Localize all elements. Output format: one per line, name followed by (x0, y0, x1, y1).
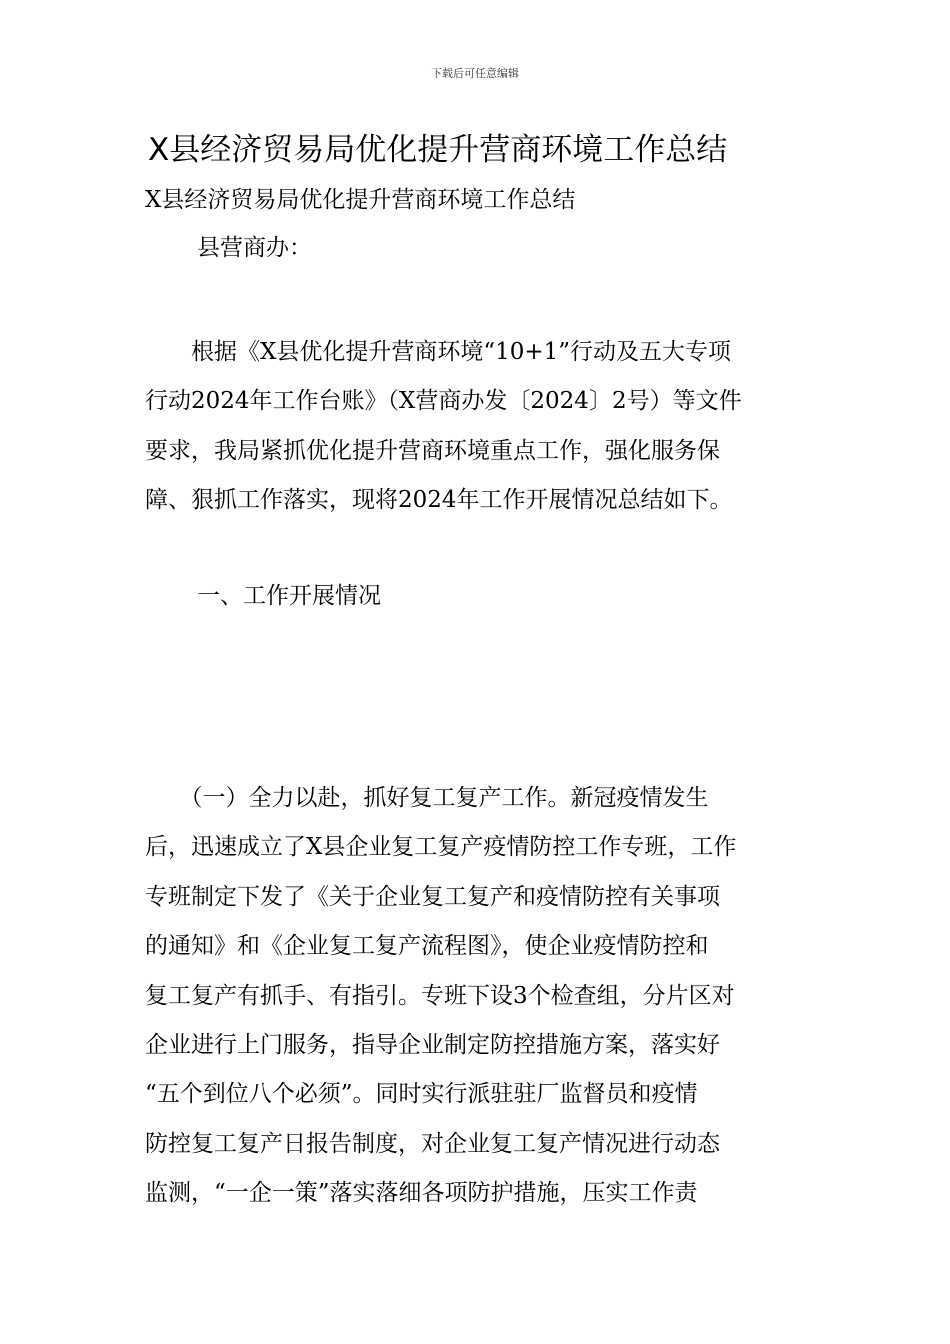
header-note: 下载后可任意编辑 (431, 67, 519, 80)
document-subtitle: X县经济贸易局优化提升营商环境工作总结 (145, 187, 576, 213)
paragraph-intro (145, 328, 805, 526)
section-heading: 一、工作开展情况 (197, 583, 381, 609)
paragraph-resumption (145, 774, 805, 1219)
salutation: 县营商办： (197, 235, 312, 261)
paragraph-line: 监测，“一企一策”落实落细各项防护措施，压实工作责 (145, 1180, 698, 1207)
paragraph-line: 的通知》和《企业复工复产流程图》，使企业疫情防控和 (145, 933, 709, 960)
document-title: X县经济贸易局优化提升营商环境工作总结 (148, 132, 728, 168)
paragraph-line: 复工复产有抓手、有指引。专班下设3个检查组，分片区对 (145, 982, 735, 1009)
paragraph-line: 障、狠抓工作落实，现将2024年工作开展情况总结如下。 (145, 487, 733, 514)
paragraph-line: 要求，我局紧抓优化提升营商环境重点工作，强化服务保 (145, 437, 720, 464)
paragraph-line: （一）全力以赴，抓好复工复产工作。新冠疫情发生 (145, 785, 709, 811)
paragraph-line: 根据《X县优化提升营商环境“10+1”行动及五大专项 (145, 339, 732, 365)
paragraph-line: 后，迅速成立了X县企业复工复产疫情防控工作专班，工作 (145, 834, 737, 861)
paragraph-line: 防控复工复产日报告制度，对企业复工复产情况进行动态 (145, 1130, 720, 1157)
paragraph-line: “五个到位八个必须”。同时实行派驻驻厂监督员和疫情 (145, 1081, 698, 1108)
paragraph-line: 专班制定下发了《关于企业复工复产和疫情防控有关事项 (145, 883, 720, 910)
paragraph-line: 行动2024年工作台账》（X营商办发〔2024〕2号）等文件 (145, 388, 742, 415)
paragraph-line: 企业进行上门服务，指导企业制定防控措施方案，落实好 (145, 1031, 720, 1058)
